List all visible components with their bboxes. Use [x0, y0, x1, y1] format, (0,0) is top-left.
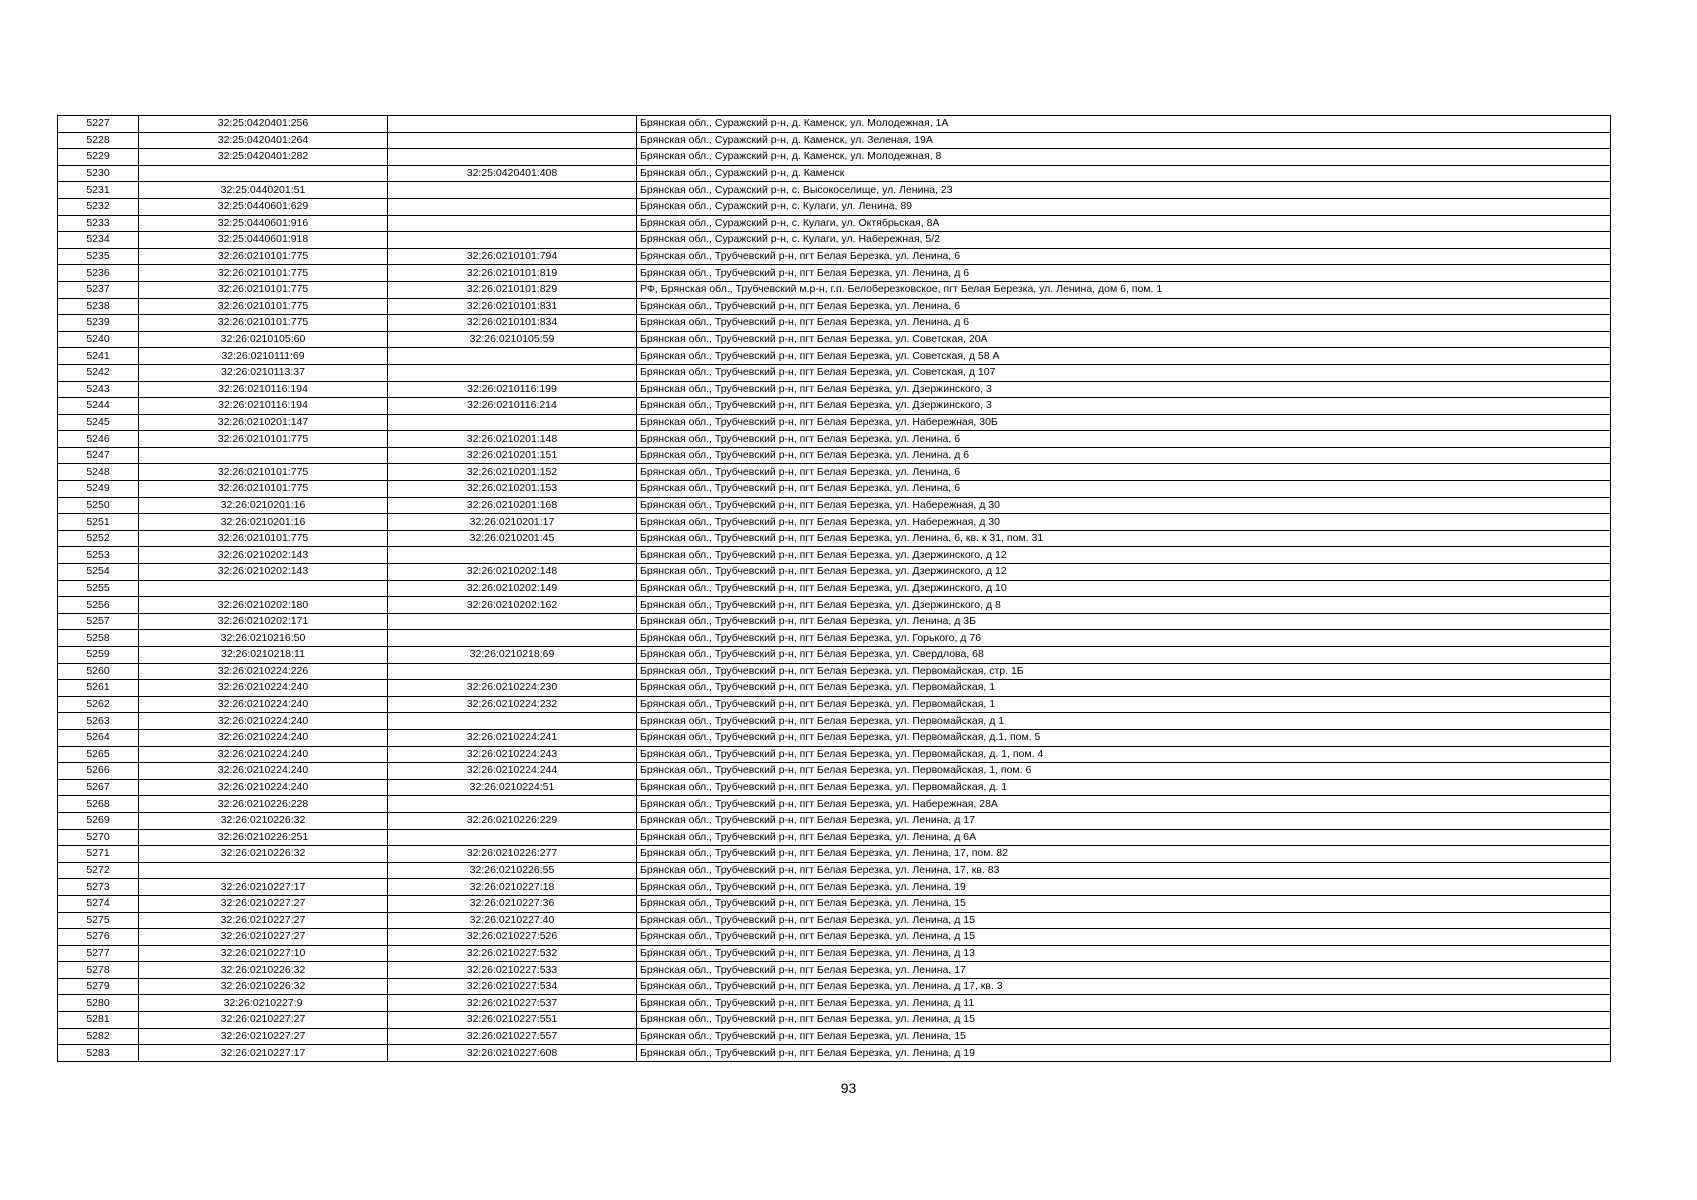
related-cadastral-number-cell: 32:26:0210227:557 — [388, 1028, 637, 1045]
cadastral-number-cell: 32:26:0210111:69 — [139, 348, 388, 365]
address-cell: Брянская обл., Трубчевский р-н, пгт Белая Березка, ул. Ленина, д 6 — [637, 447, 1611, 464]
cadastral-number-cell: 32:26:0210224:226 — [139, 663, 388, 680]
row-number-cell: 5238 — [58, 298, 139, 315]
address-cell: Брянская обл., Трубчевский р-н, пгт Белая Березка, ул. Ленина, д 13 — [637, 945, 1611, 962]
cadastral-number-cell: 32:26:0210224:240 — [139, 763, 388, 780]
related-cadastral-number-cell: 32:26:0210101:834 — [388, 315, 637, 332]
cadastral-number-cell: 32:26:0210101:775 — [139, 248, 388, 265]
row-number-cell: 5263 — [58, 713, 139, 730]
table-row — [58, 149, 1611, 166]
cadastral-number-cell: 32:26:0210202:180 — [139, 597, 388, 614]
page-number: 93 — [840, 1080, 857, 1096]
row-number-cell: 5244 — [58, 398, 139, 415]
table-row — [58, 613, 1611, 630]
table-row — [58, 132, 1611, 149]
related-cadastral-number-cell — [388, 149, 637, 166]
row-number-cell: 5273 — [58, 879, 139, 896]
table-row — [58, 182, 1611, 199]
address-cell: Брянская обл., Трубчевский р-н, пгт Белая Березка, ул. Ленина, д 6 — [637, 265, 1611, 282]
cadastral-number-cell: 32:26:0210201:16 — [139, 497, 388, 514]
address-cell: Брянская обл., Трубчевский р-н, пгт Белая Березка, ул. Свердлова, 68 — [637, 647, 1611, 664]
row-number-cell: 5271 — [58, 846, 139, 863]
row-number-cell: 5261 — [58, 680, 139, 697]
table-row — [58, 364, 1611, 381]
row-number-cell: 5237 — [58, 281, 139, 298]
cadastral-number-cell: 32:26:0210201:16 — [139, 514, 388, 531]
related-cadastral-number-cell: 32:26:0210202:149 — [388, 580, 637, 597]
cadastral-number-cell — [139, 580, 388, 597]
cadastral-number-cell: 32:26:0210226:251 — [139, 829, 388, 846]
related-cadastral-number-cell: 32:26:0210227:36 — [388, 895, 637, 912]
related-cadastral-number-cell: 32:26:0210201:168 — [388, 497, 637, 514]
related-cadastral-number-cell: 32:26:0210201:153 — [388, 481, 637, 498]
address-cell: Брянская обл., Трубчевский р-н, пгт Белая Березка, ул. Дзержинского, д 10 — [637, 580, 1611, 597]
address-cell: РФ, Брянская обл., Трубчевский м.р-н, г.п. Белоберезковское, пгт Белая Березка, ул. Ленина, дом 6, пом. 1 — [637, 281, 1611, 298]
address-cell: Брянская обл., Трубчевский р-н, пгт Белая Березка, ул. Дзержинского, д 12 — [637, 547, 1611, 564]
address-cell: Брянская обл., Трубчевский р-н, пгт Белая Березка, ул. Ленина, 17, кв. 83 — [637, 862, 1611, 879]
cadastral-number-cell: 32:25:0420401:282 — [139, 149, 388, 166]
table-row — [58, 597, 1611, 614]
row-number-cell: 5248 — [58, 464, 139, 481]
table-row — [58, 746, 1611, 763]
address-cell: Брянская обл., Трубчевский р-н, пгт Белая Березка, ул. Советская, 20А — [637, 331, 1611, 348]
address-cell: Брянская обл., Суражский р-н, д. Каменск, ул. Молодежная, 8 — [637, 149, 1611, 166]
row-number-cell: 5262 — [58, 696, 139, 713]
address-cell: Брянская обл., Суражский р-н, с. Кулаги, ул. Октябрьская, 8А — [637, 215, 1611, 232]
cadastral-number-cell: 32:26:0210227:27 — [139, 895, 388, 912]
related-cadastral-number-cell — [388, 547, 637, 564]
address-cell: Брянская обл., Суражский р-н, д. Каменск, ул. Молодежная, 1А — [637, 116, 1611, 133]
row-number-cell: 5245 — [58, 414, 139, 431]
row-number-cell: 5267 — [58, 779, 139, 796]
row-number-cell: 5280 — [58, 995, 139, 1012]
property-table-body — [58, 116, 1611, 1062]
table-row — [58, 812, 1611, 829]
table-row — [58, 630, 1611, 647]
cadastral-number-cell: 32:26:0210224:240 — [139, 779, 388, 796]
address-cell: Брянская обл., Трубчевский р-н, пгт Белая Березка, ул. Ленина, 6 — [637, 481, 1611, 498]
related-cadastral-number-cell: 32:26:0210116:214 — [388, 398, 637, 415]
address-cell: Брянская обл., Трубчевский р-н, пгт Белая Березка, ул. Набережная, д 30 — [637, 514, 1611, 531]
address-cell: Брянская обл., Трубчевский р-н, пгт Белая Березка, ул. Ленина, д 15 — [637, 912, 1611, 929]
related-cadastral-number-cell — [388, 713, 637, 730]
address-cell: Брянская обл., Трубчевский р-н, пгт Белая Березка, ул. Набережная, д 30 — [637, 497, 1611, 514]
related-cadastral-number-cell: 32:26:0210227:18 — [388, 879, 637, 896]
cadastral-number-cell: 32:26:0210116:194 — [139, 381, 388, 398]
related-cadastral-number-cell: 32:26:0210101:831 — [388, 298, 637, 315]
row-number-cell: 5275 — [58, 912, 139, 929]
cadastral-number-cell: 32:26:0210224:240 — [139, 713, 388, 730]
cadastral-number-cell: 32:26:0210224:240 — [139, 680, 388, 697]
table-row — [58, 248, 1611, 265]
row-number-cell: 5232 — [58, 198, 139, 215]
related-cadastral-number-cell — [388, 364, 637, 381]
address-cell: Брянская обл., Трубчевский р-н, пгт Белая Березка, ул. Первомайская, д. 1, пом. 4 — [637, 746, 1611, 763]
cadastral-number-cell: 32:26:0210226:32 — [139, 978, 388, 995]
related-cadastral-number-cell — [388, 116, 637, 133]
cadastral-number-cell: 32:26:0210227:27 — [139, 1028, 388, 1045]
row-number-cell: 5282 — [58, 1028, 139, 1045]
cadastral-number-cell: 32:26:0210113:37 — [139, 364, 388, 381]
cadastral-number-cell: 32:26:0210218:11 — [139, 647, 388, 664]
row-number-cell: 5276 — [58, 929, 139, 946]
table-row — [58, 1045, 1611, 1062]
related-cadastral-number-cell: 32:26:0210105:59 — [388, 331, 637, 348]
related-cadastral-number-cell — [388, 182, 637, 199]
table-row — [58, 680, 1611, 697]
address-cell: Брянская обл., Трубчевский р-н, пгт Белая Березка, ул. Ленина, д 11 — [637, 995, 1611, 1012]
table-row — [58, 481, 1611, 498]
row-number-cell: 5277 — [58, 945, 139, 962]
row-number-cell: 5264 — [58, 729, 139, 746]
related-cadastral-number-cell: 32:26:0210101:819 — [388, 265, 637, 282]
row-number-cell: 5281 — [58, 1012, 139, 1029]
related-cadastral-number-cell: 32:26:0210227:608 — [388, 1045, 637, 1062]
table-row — [58, 165, 1611, 182]
table-row — [58, 232, 1611, 249]
address-cell: Брянская обл., Суражский р-н, д. Каменск, ул. Зеленая, 19А — [637, 132, 1611, 149]
table-row — [58, 564, 1611, 581]
related-cadastral-number-cell — [388, 215, 637, 232]
address-cell: Брянская обл., Трубчевский р-н, пгт Белая Березка, ул. Набережная, 30Б — [637, 414, 1611, 431]
cadastral-number-cell: 32:26:0210101:775 — [139, 431, 388, 448]
related-cadastral-number-cell: 32:26:0210226:229 — [388, 812, 637, 829]
related-cadastral-number-cell: 32:26:0210227:551 — [388, 1012, 637, 1029]
cadastral-number-cell: 32:26:0210202:143 — [139, 564, 388, 581]
address-cell: Брянская обл., Трубчевский р-н, пгт Белая Березка, ул. Первомайская, д.1, пом. 5 — [637, 729, 1611, 746]
cadastral-number-cell: 32:26:0210226:32 — [139, 962, 388, 979]
table-row — [58, 696, 1611, 713]
table-row — [58, 265, 1611, 282]
row-number-cell: 5257 — [58, 613, 139, 630]
table-row — [58, 198, 1611, 215]
address-cell: Брянская обл., Суражский р-н, с. Высокоселище, ул. Ленина, 23 — [637, 182, 1611, 199]
table-row — [58, 281, 1611, 298]
related-cadastral-number-cell: 32:26:0210101:829 — [388, 281, 637, 298]
table-row — [58, 995, 1611, 1012]
table-row — [58, 779, 1611, 796]
cadastral-number-cell: 32:26:0210224:240 — [139, 746, 388, 763]
related-cadastral-number-cell: 32:26:0210201:17 — [388, 514, 637, 531]
row-number-cell: 5242 — [58, 364, 139, 381]
table-row — [58, 1012, 1611, 1029]
table-row — [58, 381, 1611, 398]
address-cell: Брянская обл., Трубчевский р-н, пгт Белая Березка, ул. Первомайская, 1 — [637, 680, 1611, 697]
related-cadastral-number-cell — [388, 348, 637, 365]
related-cadastral-number-cell: 32:26:0210226:55 — [388, 862, 637, 879]
table-row — [58, 464, 1611, 481]
related-cadastral-number-cell: 32:26:0210201:152 — [388, 464, 637, 481]
row-number-cell: 5236 — [58, 265, 139, 282]
related-cadastral-number-cell: 32:26:0210227:532 — [388, 945, 637, 962]
address-cell: Брянская обл., Суражский р-н, д. Каменск — [637, 165, 1611, 182]
cadastral-number-cell: 32:26:0210101:775 — [139, 281, 388, 298]
row-number-cell: 5283 — [58, 1045, 139, 1062]
table-row — [58, 647, 1611, 664]
cadastral-number-cell: 32:26:0210101:775 — [139, 298, 388, 315]
cadastral-number-cell: 32:26:0210101:775 — [139, 530, 388, 547]
related-cadastral-number-cell: 32:26:0210226:277 — [388, 846, 637, 863]
related-cadastral-number-cell: 32:26:0210227:40 — [388, 912, 637, 929]
row-number-cell: 5230 — [58, 165, 139, 182]
address-cell: Брянская обл., Трубчевский р-н, пгт Белая Березка, ул. Ленина, д 17 — [637, 812, 1611, 829]
related-cadastral-number-cell: 32:26:0210202:148 — [388, 564, 637, 581]
row-number-cell: 5272 — [58, 862, 139, 879]
table-row — [58, 414, 1611, 431]
cadastral-number-cell: 32:25:0420401:256 — [139, 116, 388, 133]
related-cadastral-number-cell: 32:26:0210224:241 — [388, 729, 637, 746]
row-number-cell: 5260 — [58, 663, 139, 680]
address-cell: Брянская обл., Трубчевский р-н, пгт Белая Березка, ул. Советская, д 58 А — [637, 348, 1611, 365]
address-cell: Брянская обл., Трубчевский р-н, пгт Белая Березка, ул. Набережная, 28А — [637, 796, 1611, 813]
cadastral-number-cell: 32:25:0440601:629 — [139, 198, 388, 215]
address-cell: Брянская обл., Трубчевский р-н, пгт Белая Березка, ул. Ленина, д 19 — [637, 1045, 1611, 1062]
row-number-cell: 5278 — [58, 962, 139, 979]
cadastral-number-cell: 32:26:0210224:240 — [139, 696, 388, 713]
address-cell: Брянская обл., Трубчевский р-н, пгт Белая Березка, ул. Первомайская, 1, пом. 6 — [637, 763, 1611, 780]
row-number-cell: 5279 — [58, 978, 139, 995]
property-table — [57, 115, 1611, 1062]
related-cadastral-number-cell — [388, 630, 637, 647]
related-cadastral-number-cell: 32:26:0210202:162 — [388, 597, 637, 614]
row-number-cell: 5274 — [58, 895, 139, 912]
table-row — [58, 398, 1611, 415]
table-row — [58, 497, 1611, 514]
related-cadastral-number-cell: 32:26:0210101:794 — [388, 248, 637, 265]
related-cadastral-number-cell: 32:26:0210218:69 — [388, 647, 637, 664]
related-cadastral-number-cell — [388, 829, 637, 846]
row-number-cell: 5250 — [58, 497, 139, 514]
address-cell: Брянская обл., Суражский р-н, с. Кулаги, ул. Ленина, 89 — [637, 198, 1611, 215]
related-cadastral-number-cell — [388, 613, 637, 630]
cadastral-number-cell: 32:26:0210201:147 — [139, 414, 388, 431]
cadastral-number-cell: 32:26:0210226:32 — [139, 846, 388, 863]
table-row — [58, 116, 1611, 133]
address-cell: Брянская обл., Трубчевский р-н, пгт Белая Березка, ул. Ленина, 6 — [637, 464, 1611, 481]
address-cell: Брянская обл., Трубчевский р-н, пгт Белая Березка, ул. Ленина, д 6А — [637, 829, 1611, 846]
related-cadastral-number-cell: 32:26:0210224:51 — [388, 779, 637, 796]
address-cell: Брянская обл., Трубчевский р-н, пгт Белая Березка, ул. Первомайская, стр. 1Б — [637, 663, 1611, 680]
table-row — [58, 215, 1611, 232]
address-cell: Брянская обл., Трубчевский р-н, пгт Белая Березка, ул. Дзержинского, д 12 — [637, 564, 1611, 581]
related-cadastral-number-cell — [388, 232, 637, 249]
row-number-cell: 5227 — [58, 116, 139, 133]
table-row — [58, 729, 1611, 746]
cadastral-number-cell: 32:26:0210226:32 — [139, 812, 388, 829]
table-row — [58, 796, 1611, 813]
table-row — [58, 298, 1611, 315]
related-cadastral-number-cell: 32:26:0210224:230 — [388, 680, 637, 697]
table-row — [58, 547, 1611, 564]
row-number-cell: 5255 — [58, 580, 139, 597]
related-cadastral-number-cell: 32:26:0210201:45 — [388, 530, 637, 547]
table-row — [58, 315, 1611, 332]
row-number-cell: 5254 — [58, 564, 139, 581]
table-row — [58, 530, 1611, 547]
cadastral-number-cell: 32:26:0210227:17 — [139, 879, 388, 896]
table-row — [58, 895, 1611, 912]
cadastral-number-cell — [139, 165, 388, 182]
row-number-cell: 5269 — [58, 812, 139, 829]
address-cell: Брянская обл., Трубчевский р-н, пгт Белая Березка, ул. Ленина, 6, кв. к 31, пом. 31 — [637, 530, 1611, 547]
address-cell: Брянская обл., Трубчевский р-н, пгт Белая Березка, ул. Ленина, 15 — [637, 895, 1611, 912]
related-cadastral-number-cell: 32:26:0210116:199 — [388, 381, 637, 398]
address-cell: Брянская обл., Трубчевский р-н, пгт Белая Березка, ул. Ленина, 17 — [637, 962, 1611, 979]
related-cadastral-number-cell: 32:26:0210227:537 — [388, 995, 637, 1012]
table-row — [58, 763, 1611, 780]
table-row — [58, 580, 1611, 597]
cadastral-number-cell: 32:26:0210227:9 — [139, 995, 388, 1012]
cadastral-number-cell: 32:26:0210224:240 — [139, 729, 388, 746]
related-cadastral-number-cell — [388, 132, 637, 149]
row-number-cell: 5265 — [58, 746, 139, 763]
related-cadastral-number-cell — [388, 663, 637, 680]
cadastral-number-cell: 32:26:0210101:775 — [139, 265, 388, 282]
cadastral-number-cell: 32:26:0210202:143 — [139, 547, 388, 564]
table-row — [58, 1028, 1611, 1045]
table-row — [58, 331, 1611, 348]
related-cadastral-number-cell: 32:26:0210224:244 — [388, 763, 637, 780]
row-number-cell: 5270 — [58, 829, 139, 846]
row-number-cell: 5241 — [58, 348, 139, 365]
related-cadastral-number-cell — [388, 198, 637, 215]
cadastral-number-cell: 32:26:0210101:775 — [139, 315, 388, 332]
row-number-cell: 5259 — [58, 647, 139, 664]
address-cell: Брянская обл., Трубчевский р-н, пгт Белая Березка, ул. Ленина, д 15 — [637, 929, 1611, 946]
cadastral-number-cell: 32:26:0210116:194 — [139, 398, 388, 415]
cadastral-number-cell — [139, 862, 388, 879]
row-number-cell: 5258 — [58, 630, 139, 647]
table-row — [58, 447, 1611, 464]
row-number-cell: 5235 — [58, 248, 139, 265]
address-cell: Брянская обл., Трубчевский р-н, пгт Белая Березка, ул. Советская, д 107 — [637, 364, 1611, 381]
cadastral-number-cell: 32:26:0210227:27 — [139, 912, 388, 929]
related-cadastral-number-cell: 32:26:0210201:148 — [388, 431, 637, 448]
table-row — [58, 879, 1611, 896]
row-number-cell: 5249 — [58, 481, 139, 498]
cadastral-number-cell: 32:26:0210227:17 — [139, 1045, 388, 1062]
row-number-cell: 5252 — [58, 530, 139, 547]
cadastral-number-cell: 32:26:0210226:228 — [139, 796, 388, 813]
address-cell: Брянская обл., Трубчевский р-н, пгт Белая Березка, ул. Ленина, д 3Б — [637, 613, 1611, 630]
cadastral-number-cell: 32:26:0210216:50 — [139, 630, 388, 647]
related-cadastral-number-cell — [388, 414, 637, 431]
row-number-cell: 5256 — [58, 597, 139, 614]
table-row — [58, 862, 1611, 879]
address-cell: Брянская обл., Трубчевский р-н, пгт Белая Березка, ул. Горького, д 76 — [637, 630, 1611, 647]
cadastral-number-cell: 32:26:0210227:10 — [139, 945, 388, 962]
related-cadastral-number-cell — [388, 796, 637, 813]
address-cell: Брянская обл., Трубчевский р-н, пгт Белая Березка, ул. Первомайская, 1 — [637, 696, 1611, 713]
address-cell: Брянская обл., Трубчевский р-н, пгт Белая Березка, ул. Ленина, д 17, кв. 3 — [637, 978, 1611, 995]
related-cadastral-number-cell: 32:25:0420401:408 — [388, 165, 637, 182]
table-row — [58, 912, 1611, 929]
address-cell: Брянская обл., Суражский р-н, с. Кулаги, ул. Набережная, 5/2 — [637, 232, 1611, 249]
cadastral-number-cell: 32:26:0210227:27 — [139, 929, 388, 946]
row-number-cell: 5233 — [58, 215, 139, 232]
address-cell: Брянская обл., Трубчевский р-н, пгт Белая Березка, ул. Ленина, 6 — [637, 431, 1611, 448]
row-number-cell: 5246 — [58, 431, 139, 448]
row-number-cell: 5239 — [58, 315, 139, 332]
table-row — [58, 846, 1611, 863]
row-number-cell: 5240 — [58, 331, 139, 348]
related-cadastral-number-cell: 32:26:0210224:232 — [388, 696, 637, 713]
related-cadastral-number-cell: 32:26:0210227:534 — [388, 978, 637, 995]
row-number-cell: 5247 — [58, 447, 139, 464]
address-cell: Брянская обл., Трубчевский р-н, пгт Белая Березка, ул. Ленина, 15 — [637, 1028, 1611, 1045]
address-cell: Брянская обл., Трубчевский р-н, пгт Белая Березка, ул. Ленина, д 6 — [637, 315, 1611, 332]
cadastral-number-cell: 32:26:0210202:171 — [139, 613, 388, 630]
table-row — [58, 962, 1611, 979]
cadastral-number-cell — [139, 447, 388, 464]
address-cell: Брянская обл., Трубчевский р-н, пгт Белая Березка, ул. Первомайская, д 1 — [637, 713, 1611, 730]
table-row — [58, 431, 1611, 448]
row-number-cell: 5253 — [58, 547, 139, 564]
address-cell: Брянская обл., Трубчевский р-н, пгт Белая Березка, ул. Дзержинского, 3 — [637, 381, 1611, 398]
row-number-cell: 5228 — [58, 132, 139, 149]
address-cell: Брянская обл., Трубчевский р-н, пгт Белая Березка, ул. Ленина, 17, пом. 82 — [637, 846, 1611, 863]
related-cadastral-number-cell: 32:26:0210227:533 — [388, 962, 637, 979]
cadastral-number-cell: 32:26:0210101:775 — [139, 481, 388, 498]
cadastral-number-cell: 32:25:0420401:264 — [139, 132, 388, 149]
row-number-cell: 5266 — [58, 763, 139, 780]
row-number-cell: 5243 — [58, 381, 139, 398]
table-row — [58, 929, 1611, 946]
related-cadastral-number-cell: 32:26:0210227:526 — [388, 929, 637, 946]
row-number-cell: 5268 — [58, 796, 139, 813]
cadastral-number-cell: 32:25:0440601:916 — [139, 215, 388, 232]
related-cadastral-number-cell: 32:26:0210224:243 — [388, 746, 637, 763]
cadastral-number-cell: 32:26:0210227:27 — [139, 1012, 388, 1029]
row-number-cell: 5234 — [58, 232, 139, 249]
table-row — [58, 945, 1611, 962]
row-number-cell: 5229 — [58, 149, 139, 166]
address-cell: Брянская обл., Трубчевский р-н, пгт Белая Березка, ул. Ленина, д 15 — [637, 1012, 1611, 1029]
table-row — [58, 829, 1611, 846]
table-row — [58, 978, 1611, 995]
address-cell: Брянская обл., Трубчевский р-н, пгт Белая Березка, ул. Ленина, 6 — [637, 248, 1611, 265]
related-cadastral-number-cell: 32:26:0210201:151 — [388, 447, 637, 464]
cadastral-number-cell: 32:26:0210105:60 — [139, 331, 388, 348]
table-row — [58, 514, 1611, 531]
table-row — [58, 663, 1611, 680]
row-number-cell: 5231 — [58, 182, 139, 199]
table-row — [58, 348, 1611, 365]
address-cell: Брянская обл., Трубчевский р-н, пгт Белая Березка, ул. Ленина, 19 — [637, 879, 1611, 896]
row-number-cell: 5251 — [58, 514, 139, 531]
address-cell: Брянская обл., Трубчевский р-н, пгт Белая Березка, ул. Ленина, 6 — [637, 298, 1611, 315]
address-cell: Брянская обл., Трубчевский р-н, пгт Белая Березка, ул. Дзержинского, 3 — [637, 398, 1611, 415]
cadastral-number-cell: 32:26:0210101:775 — [139, 464, 388, 481]
table-row — [58, 713, 1611, 730]
cadastral-number-cell: 32:25:0440201:51 — [139, 182, 388, 199]
address-cell: Брянская обл., Трубчевский р-н, пгт Белая Березка, ул. Первомайская, д. 1 — [637, 779, 1611, 796]
cadastral-number-cell: 32:25:0440601:918 — [139, 232, 388, 249]
address-cell: Брянская обл., Трубчевский р-н, пгт Белая Березка, ул. Дзержинского, д 8 — [637, 597, 1611, 614]
